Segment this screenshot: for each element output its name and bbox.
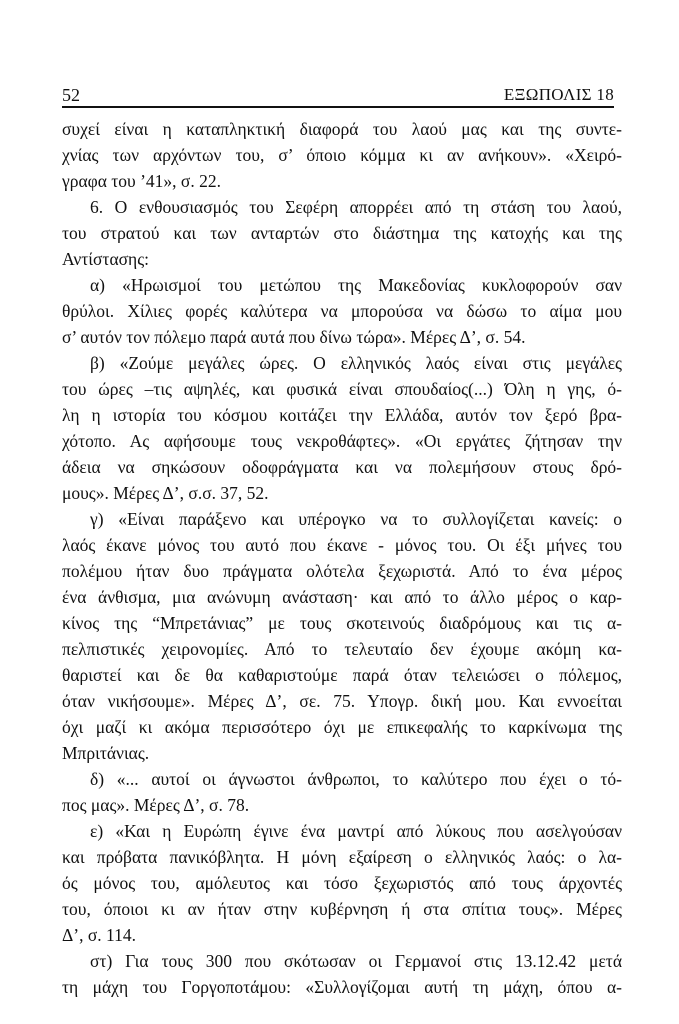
- text-line: 6. Ο ενθουσιασμός του Σεφέρη απορρέει από τη στάση του λαού,: [90, 197, 622, 217]
- text-line: Αντίστασης:: [62, 249, 150, 269]
- text-line: κίνος της “Μπρετάνιας” με τους σκοτεινούς διαδρόμους και τις α-: [62, 613, 622, 633]
- text-line: όταν νικήσουμε». Μέρες Δ’, σε. 75. Υπογρ. δική μου. Και εννοείται: [62, 691, 622, 711]
- text-line: ένα άνθισμα, μια ανώνυμη ανάσταση· και από το άλλο μέρος ο καρ-: [62, 587, 622, 607]
- text-line: πολέμου ήταν δυο πράγματα ολότελα ξεχωριστά. Από το ένα μέρος: [62, 561, 622, 581]
- body-text: [62, 116, 622, 1000]
- text-line: λαός έκανε μόνος του αυτό που έκανε - μόνος του. Οι έξι μήνες του: [62, 535, 622, 555]
- text-line: Μπριτάνιας.: [62, 743, 150, 763]
- text-line: θρύλοι. Χίλιες φορές καλύτερα να μπορούσα να δώσω το αίμα μου: [62, 301, 622, 321]
- text-line: τη μάχη του Γοργοποτάμου: «Συλλογίζομαι αυτή τη μάχη, όπου α-: [62, 977, 622, 997]
- running-title: ΕΞΩΠΟΛΙΣ 18: [503, 85, 614, 104]
- page-header: [62, 82, 614, 108]
- text-line: θαριστεί και δε θα καθαριστούμε παρά όταν τελειώσει ο πόλεμος,: [62, 665, 622, 685]
- page-number: 52: [62, 85, 80, 105]
- text-line: πος μας». Μέρες Δ’, σ. 78.: [62, 795, 250, 815]
- text-line: και πρόβατα πανικόβλητα. Η μόνη εξαίρεση ο ελληνικός λαός: ο λα-: [62, 847, 622, 867]
- text-line: α) «Ηρωισμοί του μετώπου της Μακεδονίας κυκλοφορούν σαν: [90, 275, 622, 295]
- text-line: χνίας των αρχόντων του, σ’ όποιο κόμμα κι αν ανήκουν». «Χειρό-: [62, 145, 622, 165]
- text-line: β) «Ζούμε μεγάλες ώρες. Ο ελληνικός λαός είναι στις μεγάλες: [90, 353, 622, 373]
- header-rule: [62, 106, 614, 108]
- text-line: ός μόνος του, αμόλευτος και τόσο ξεχωριστός από τους άρχοντές: [62, 873, 622, 893]
- text-line: του ώρες –τις αψηλές, και φυσικά είναι σπουδαίος(...) Όλη η γης, ό-: [62, 379, 622, 399]
- text-line: σ’ αυτόν τον πόλεμο παρά αυτά που δίνω τώρα». Μέρες Δ’, σ. 54.: [62, 327, 526, 347]
- text-line: όχι μαζί κι ακόμα περισσότερο όχι με επικεφαλής το καρκίνωμα της: [62, 717, 622, 737]
- text-line: του, όποιοι κι αν ήταν στην κυβέρνηση ή στα σπίτια τους». Μέρες: [62, 899, 622, 919]
- text-line: ε) «Και η Ευρώπη έγινε ένα μαντρί από λύκους που ασελγούσαν: [90, 821, 622, 841]
- text-line: Δ’, σ. 114.: [62, 925, 136, 945]
- text-line: λη η ιστορία του κόσμου κοιτάζει την Ελλάδα, αυτόν τον ξερό βρα-: [62, 405, 622, 425]
- text-line: συχεί είναι η καταπληκτική διαφορά του λαού μας και της συντε-: [62, 119, 622, 139]
- text-line: άδεια να σηκώσουν οδοφράγματα και να πολεμήσουν στους δρό-: [62, 457, 622, 477]
- text-line: γραφα του ’41», σ. 22.: [62, 171, 221, 191]
- text-line: στ) Για τους 300 που σκότωσαν οι Γερμανοί στις 13.12.42 μετά: [90, 951, 622, 971]
- text-line: γ) «Είναι παράξενο και υπέρογκο να το συλλογίζεται κανείς: ο: [90, 509, 622, 529]
- text-line: μους». Μέρες Δ’, σ.σ. 37, 52.: [62, 483, 269, 503]
- text-line: του στρατού και των ανταρτών στο διάστημα της κατοχής και της: [62, 223, 622, 243]
- text-line: χότοπο. Ας αφήσουμε τους νεκροθάφτες». «Οι εργάτες ζήτησαν την: [62, 431, 622, 451]
- text-line: δ) «... αυτοί οι άγνωστοι άνθρωποι, το καλύτερο που έχει ο τό-: [90, 769, 622, 789]
- text-line: πελπιστικές χειρονομίες. Από το τελευταίο δεν έχουμε ακόμη κα-: [62, 639, 622, 659]
